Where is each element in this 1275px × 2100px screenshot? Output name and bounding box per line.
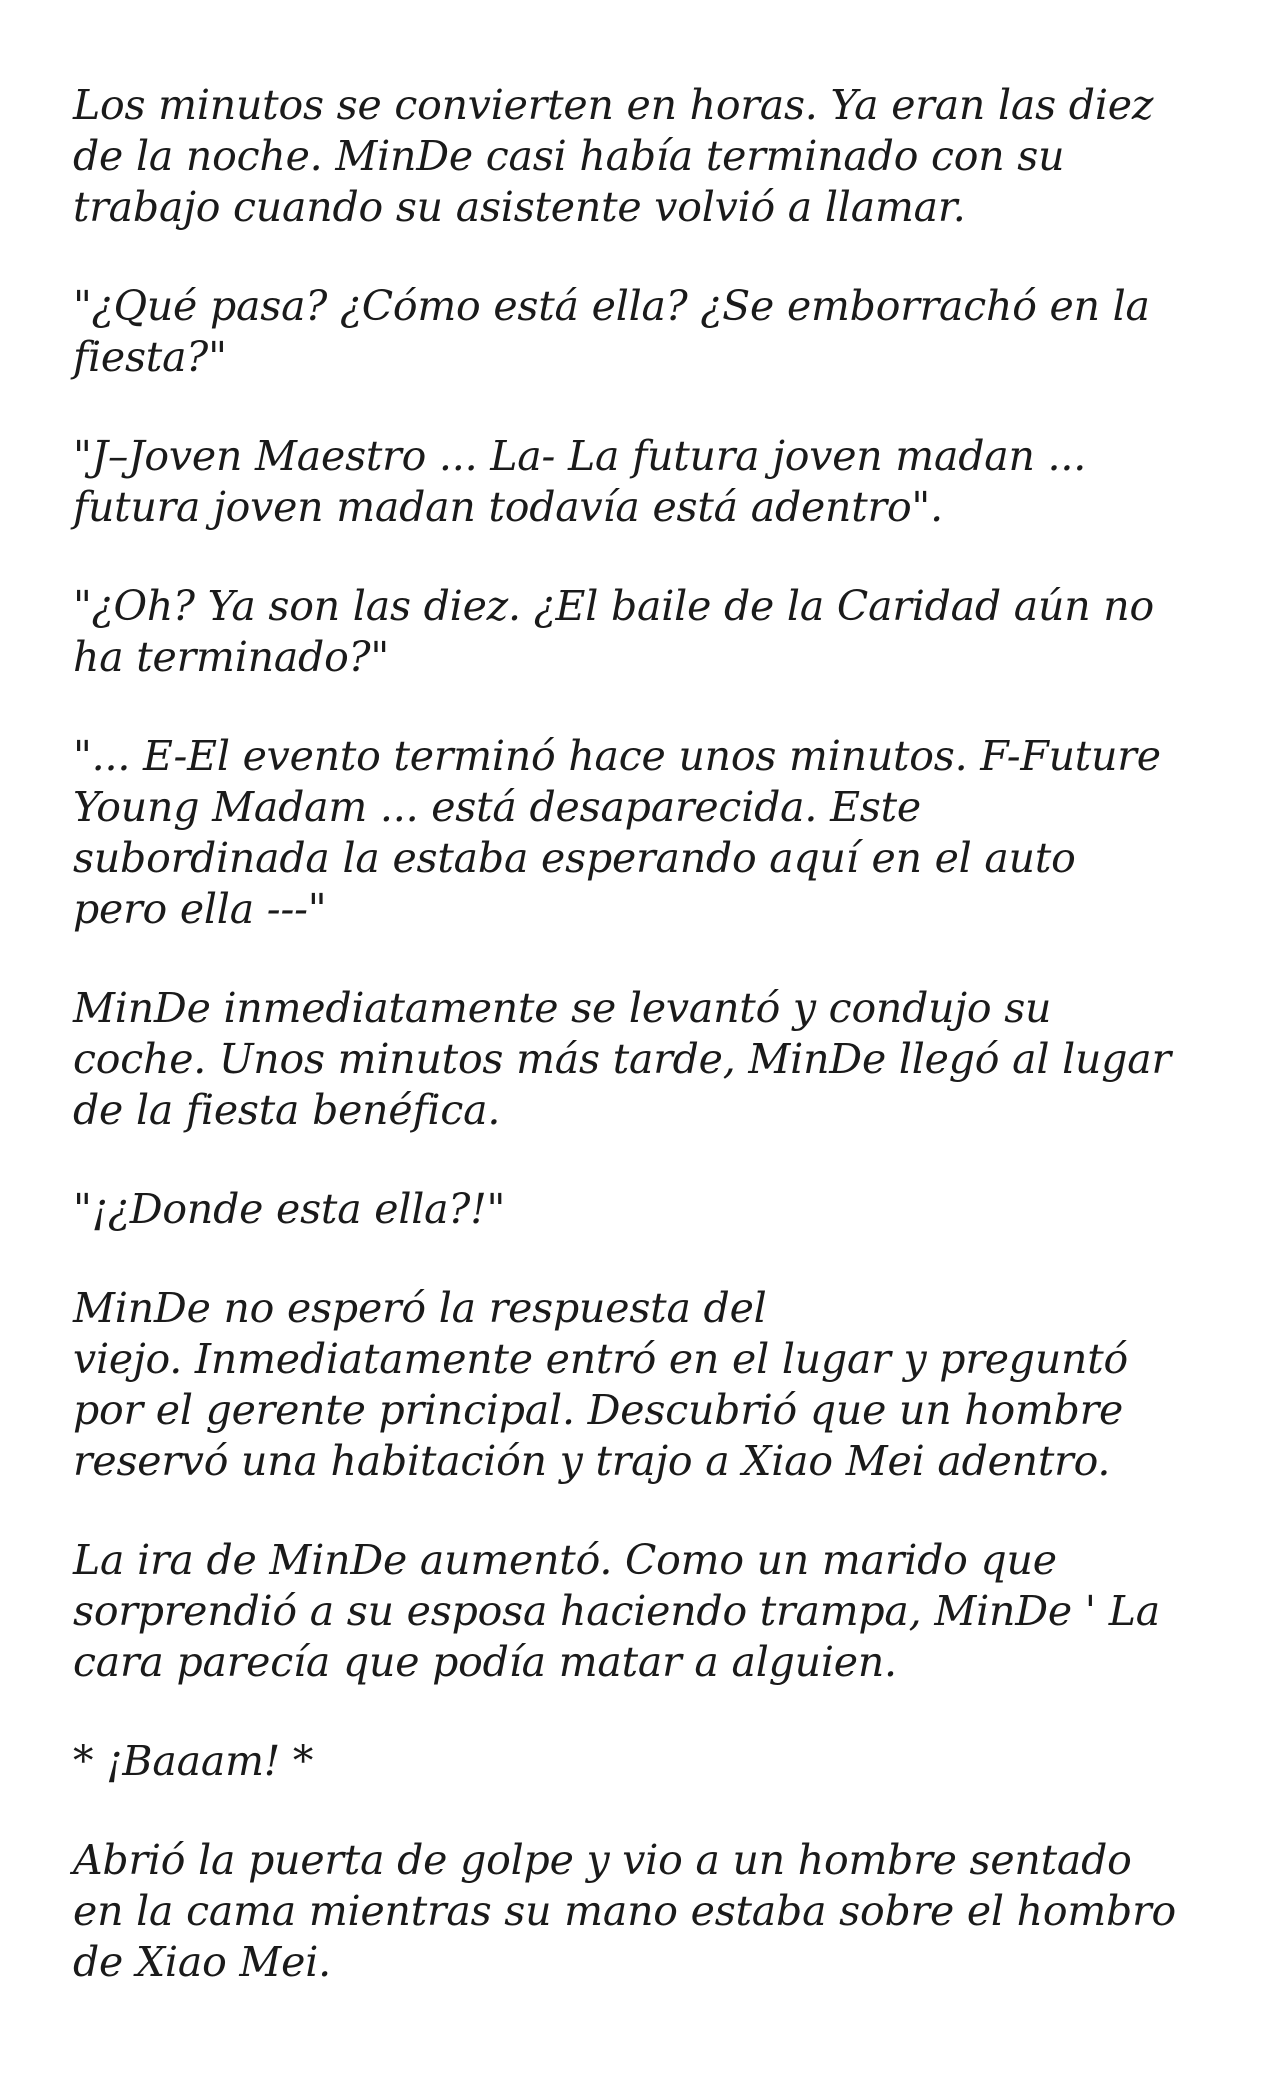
paragraph: "J–Joven Maestro ... La- La futura joven madan ... futura joven madan todavía está adentro". — [73, 432, 1087, 531]
paragraph: Los minutos se convierten en horas. Ya eran las diez de la noche. MinDe casi había terminado con su trabajo cuando su asistente volvió a llamar. — [73, 81, 1154, 231]
paragraph: "... E-El evento terminó hace unos minutos. F-Future Young Madam ... está desaparecida. Este subordinada la estaba esperando aquí en el auto pero ella ---" — [73, 732, 1161, 933]
paragraph: Abrió la puerta de golpe y vio a un hombre sentado en la cama mientras su mano estaba sobre el hombro de Xiao Mei. — [73, 1836, 1176, 1986]
paragraph: "¡¿Donde esta ella?!" — [73, 1185, 506, 1233]
paragraph: MinDe inmediatamente se levantó y condujo su coche. Unos minutos más tarde, MinDe llegó al lugar de la fiesta benéfica. — [73, 984, 1171, 1134]
paragraph: "¿Oh? Ya son las diez. ¿El baile de la Caridad aún no ha terminado?" — [73, 582, 1154, 681]
paragraph: "¿Qué pasa? ¿Cómo está ella? ¿Se emborrachó en la fiesta?" — [73, 282, 1150, 381]
paragraph: * ¡Baaam! * — [73, 1737, 314, 1785]
paragraph: La ira de MinDe aumentó. Como un marido que sorprendió a su esposa haciendo trampa, MinDe ' La cara parecía que podía matar a alguien. — [73, 1536, 1160, 1686]
paragraph: MinDe no esperó la respuesta del viejo. Inmediatamente entró en el lugar y preguntó por el gerente principal. Descubrió que un hombre reservó una habitación y trajo a Xiao Mei adentro. — [73, 1284, 1128, 1485]
